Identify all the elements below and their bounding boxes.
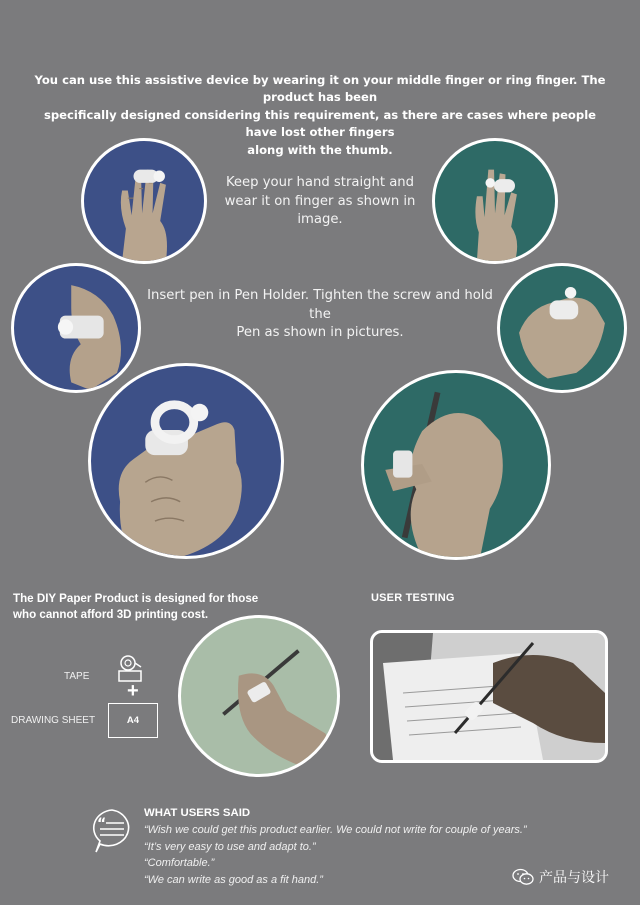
photo-diy-paper-product (178, 615, 340, 777)
photo-hand-wearing-device-front (432, 138, 558, 264)
photo-user-testing (370, 630, 608, 763)
user-quote: “We can write as good as a fit hand.” (144, 873, 323, 886)
diy-heading-line: The DIY Paper Product is designed for those (13, 592, 259, 605)
user-testing-heading: USER TESTING (371, 592, 455, 604)
wechat-icon (512, 868, 534, 886)
step-2-line: Insert pen in Pen Holder. Tighten the screw and hold the (147, 288, 493, 322)
intro-line: along with the thumb. (247, 142, 393, 157)
diy-heading (13, 591, 258, 623)
step-2-text (140, 287, 500, 343)
plus-sign: + (127, 680, 139, 702)
a4-sheet-box (108, 703, 158, 738)
user-quote: “Wish we could get this product earlier. We could not write for couple of years.” (144, 824, 527, 836)
tape-label: TAPE (64, 671, 90, 682)
intro-line: You can use this assistive device by wearing it on your middle finger or ring finger. The product has been (34, 73, 606, 105)
step-1-line: wear it on finger as shown in (224, 193, 416, 209)
drawing-sheet-label: DRAWING SHEET (11, 715, 96, 726)
user-quote: “It’s very easy to use and adapt to.” (144, 840, 316, 853)
watermark-text: 产品与设计 (539, 870, 609, 886)
tape-dispenser-icon (117, 653, 143, 683)
users-said-quotes (144, 822, 527, 888)
photo-device-on-finger-closeup (88, 363, 284, 559)
quote-speech-bubble-icon (88, 806, 136, 854)
photo-pen-holder-grip (497, 263, 627, 393)
step-1-line: image. (297, 212, 343, 228)
photo-hand-wearing-device-back (81, 138, 207, 264)
intro-line: specifically designed considering this requirement, as there are cases where people have lost other fingers (43, 107, 597, 140)
users-said-title: WHAT USERS SAID (144, 807, 251, 819)
photo-pen-holder-side (11, 263, 141, 393)
photo-holding-pen-closeup (361, 370, 551, 560)
step-2-line: Pen as shown in pictures. (236, 325, 404, 341)
user-quote: “Comfortable.” (144, 857, 215, 869)
watermark (512, 867, 609, 887)
svg-text:“: “ (97, 816, 107, 832)
step-1-line: Keep your hand straight and (225, 175, 415, 190)
a4-sheet-size: A4 (126, 715, 140, 726)
step-1-text (220, 174, 420, 230)
diy-heading-line: who cannot afford 3D printing cost. (13, 608, 209, 622)
